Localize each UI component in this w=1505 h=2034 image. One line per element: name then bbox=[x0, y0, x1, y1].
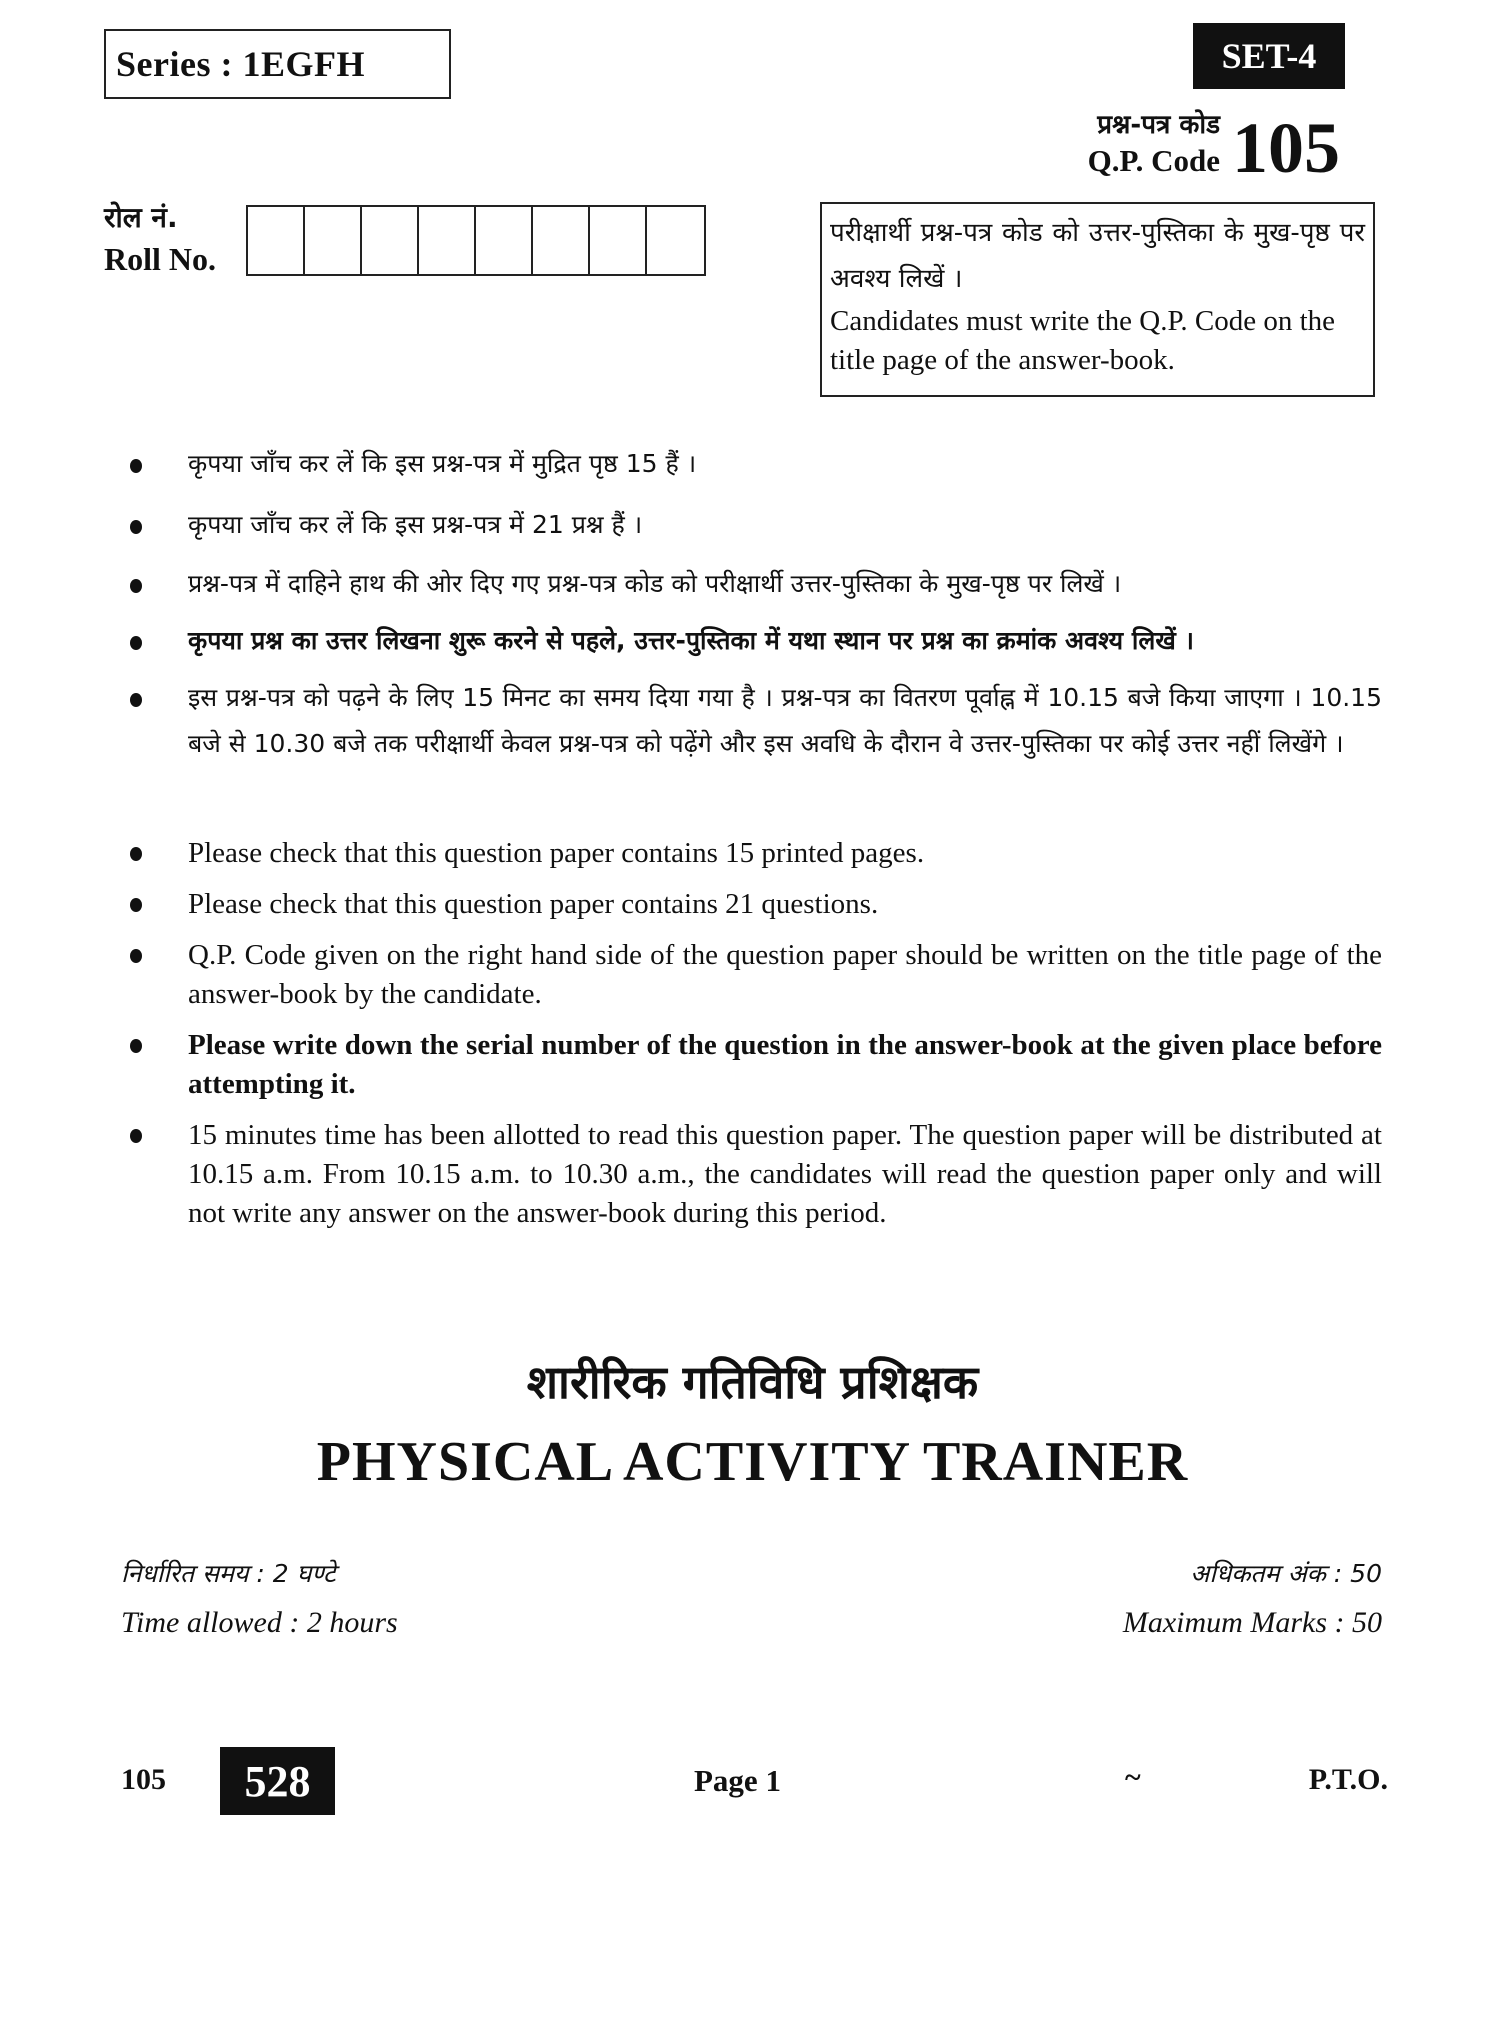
qp-code-label-en: Q.P. Code bbox=[1087, 143, 1220, 178]
instruction-item: प्रश्न-पत्र में दाहिने हाथ की ओर दिए गए प्रश्न-पत्र कोड को परीक्षार्थी उत्तर-पुस्तिका के मुख-पृष्ठ पर लिखें । bbox=[188, 569, 1122, 598]
maximum-marks-hi: अधिकतम अंक : 50 bbox=[1190, 1559, 1382, 1588]
time-allowed-hi: निर्धारित समय : 2 घण्टे bbox=[121, 1559, 336, 1588]
instruction-box-text-en: Candidates must write the Q.P. Code on the title page of the answer-book. bbox=[830, 305, 1336, 376]
page-footer bbox=[121, 1747, 1388, 1815]
instruction-item: कृपया जाँच कर लें कि इस प्रश्न-पत्र में 21 प्रश्न हैं । bbox=[188, 510, 643, 539]
instruction-item: कृपया जाँच कर लें कि इस प्रश्न-पत्र में मुद्रित पृष्ठ 15 हैं । bbox=[188, 449, 697, 478]
maximum-marks-en: Maximum Marks : 50 bbox=[1122, 1606, 1382, 1639]
series-label: Series : 1EGFH bbox=[104, 29, 451, 99]
roll-number-labels bbox=[104, 198, 216, 280]
subject-title-en: PHYSICAL ACTIVITY TRAINER bbox=[316, 1431, 1189, 1493]
roll-cell[interactable] bbox=[590, 207, 647, 274]
subject-title-hi: शारीरिक गतिविधि प्रशिक्षक bbox=[526, 1355, 979, 1409]
roll-label-hi: रोल नं. bbox=[104, 201, 178, 234]
instructions-hindi bbox=[130, 441, 1382, 767]
time-marks-row-en bbox=[121, 1606, 1382, 1640]
footer-number-badge: 528 bbox=[220, 1747, 335, 1815]
footer-qp-code: 105 bbox=[121, 1763, 166, 1796]
roll-cell[interactable] bbox=[476, 207, 533, 274]
roll-cell[interactable] bbox=[533, 207, 590, 274]
roll-label-en: Roll No. bbox=[104, 241, 216, 277]
tilde-mark: ~ bbox=[1125, 1761, 1141, 1794]
roll-cell[interactable] bbox=[419, 207, 476, 274]
time-marks-row-hi bbox=[121, 1556, 1382, 1590]
roll-cell[interactable] bbox=[305, 207, 362, 274]
instruction-item: 15 minutes time has been allotted to read this question paper. The question paper will be distributed at 10.15 a.m. From 10.15 a.m. to 10.30 a.m., the candidates will read the question paper only and will not write any answer on the answer-book during this period. bbox=[188, 1119, 1382, 1229]
time-allowed-en: Time allowed : 2 hours bbox=[121, 1606, 398, 1639]
instruction-item: Please check that this question paper contains 15 printed pages. bbox=[188, 837, 925, 869]
roll-cell[interactable] bbox=[362, 207, 419, 274]
qp-code-label-hi: प्रश्न-पत्र कोड bbox=[1097, 110, 1220, 140]
qp-code-instruction-box bbox=[820, 202, 1375, 397]
roll-cell[interactable] bbox=[248, 207, 305, 274]
instruction-box-text-hi: परीक्षार्थी प्रश्न-पत्र कोड को उत्तर-पुस्तिका के मुख-पृष्ठ पर अवश्य लिखें । bbox=[830, 218, 1365, 294]
instruction-item: कृपया प्रश्न का उत्तर लिखना शुरू करने से पहले, उत्तर-पुस्तिका में यथा स्थान पर प्रश्न का क्रमांक अवश्य लिखें । bbox=[188, 626, 1194, 655]
instructions-english bbox=[130, 834, 1382, 1233]
page-number: Page 1 bbox=[694, 1763, 781, 1798]
pto-label: P.T.O. bbox=[1308, 1763, 1388, 1796]
instruction-item: Q.P. Code given on the right hand side of the question paper should be written on the title page of the answer-book by the candidate. bbox=[188, 939, 1382, 1010]
set-badge: SET-4 bbox=[1193, 23, 1345, 89]
instruction-item: इस प्रश्न-पत्र को पढ़ने के लिए 15 मिनट का समय दिया गया है । प्रश्न-पत्र का वितरण पूर्वाह्न में 10.15 बजे किया जाएगा । 10.15 बजे से 10.30 बजे तक परीक्षार्थी केवल प्रश्न-पत्र को पढ़ेंगे और इस अवधि के दौरान वे उत्तर-पुस्तिका पर कोई उत्तर नहीं लिखेंगे । bbox=[188, 683, 1382, 758]
roll-number-boxes bbox=[246, 205, 706, 276]
instruction-item: Please write down the serial number of the question in the answer-book at the given place before attempting it. bbox=[188, 1029, 1382, 1100]
qp-code-labels bbox=[1050, 108, 1220, 180]
instruction-item: Please check that this question paper contains 21 questions. bbox=[188, 888, 879, 920]
qp-code-value: 105 bbox=[1232, 108, 1340, 188]
roll-cell[interactable] bbox=[647, 207, 704, 274]
